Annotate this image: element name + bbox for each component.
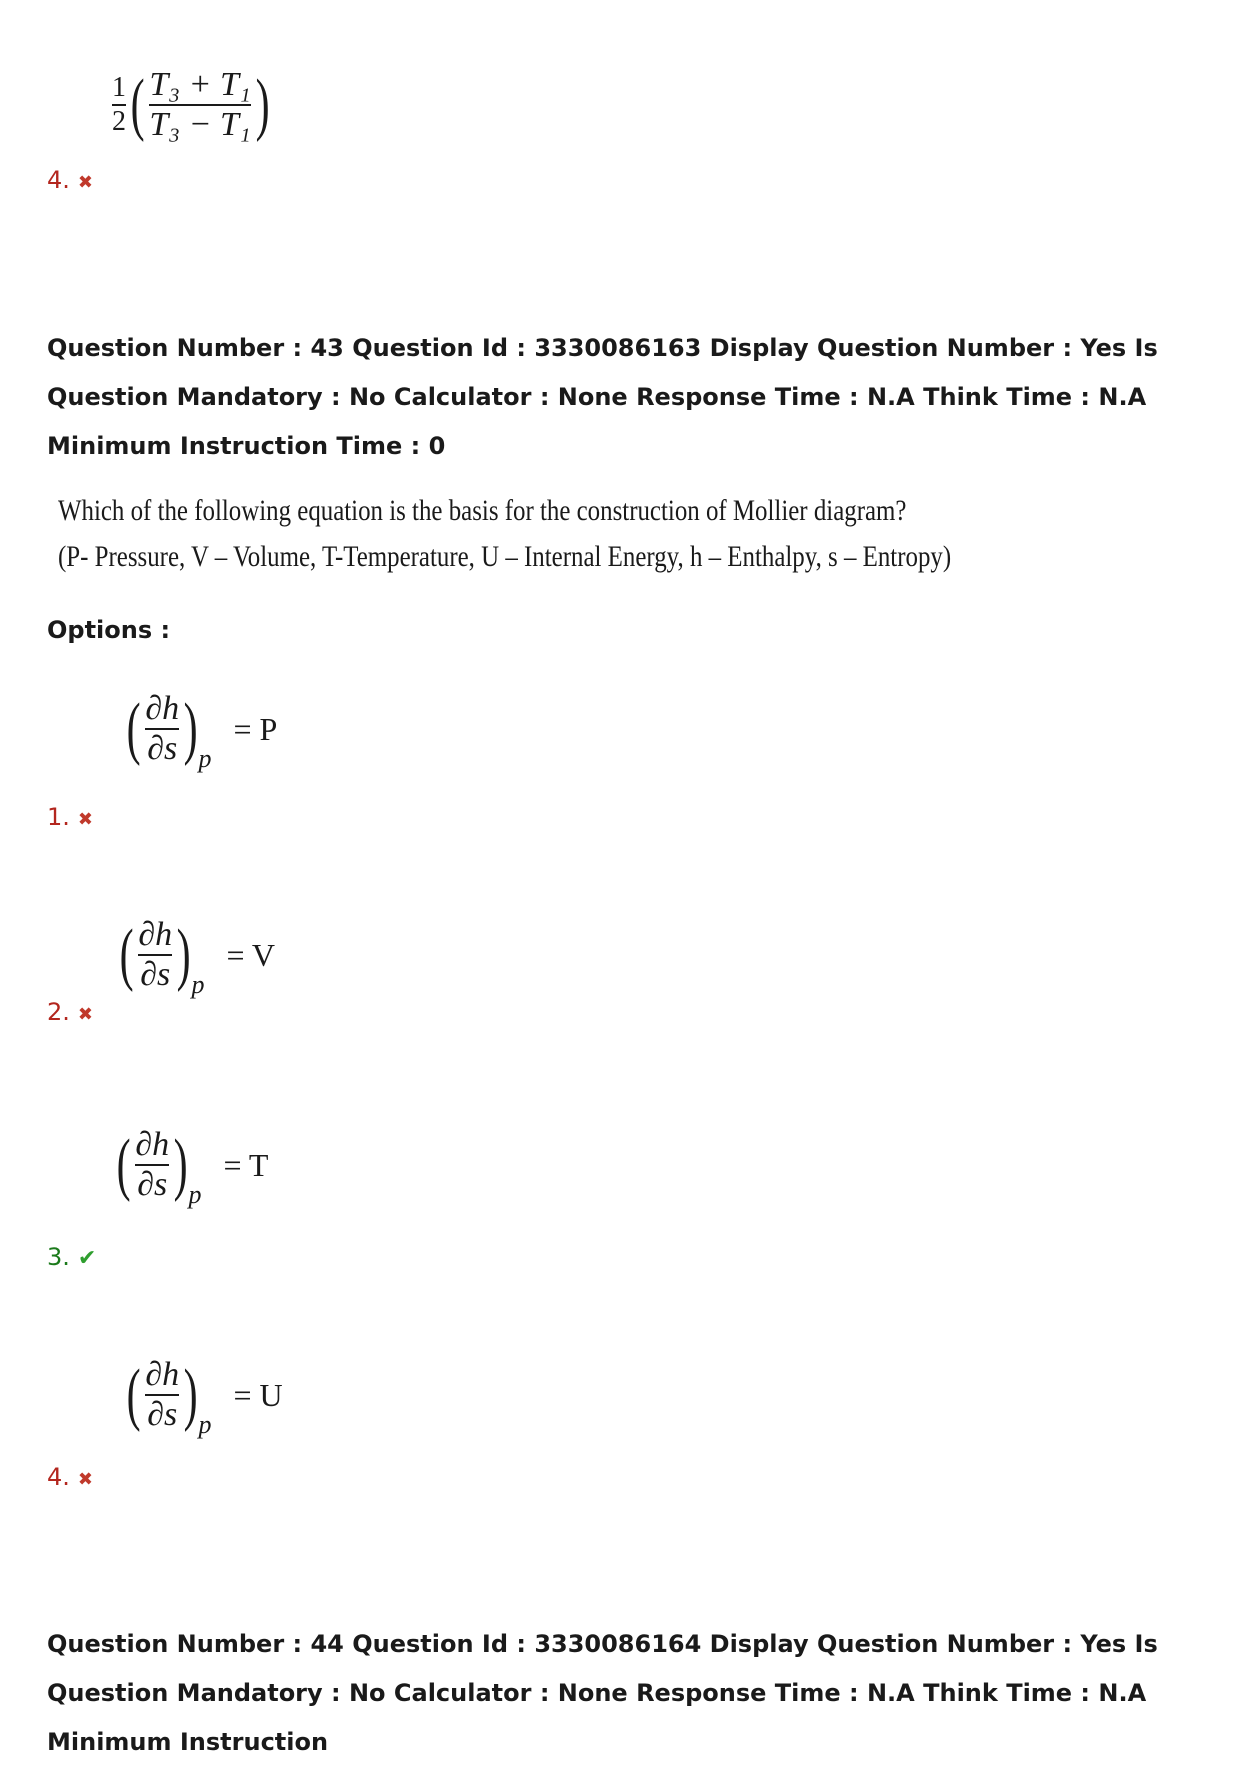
question-43-text-line2: (P- Pressure, V – Volume, T-Temperature, U – Internal Energy, h – Enthalpy, s – Entropy) (58, 540, 952, 573)
question-44-meta: Question Number : 44 Question Id : 3330086164 Display Question Number : Yes Is Question Mandatory : No Calculator : None Response Time : N.A Think Time : N.A Minimum Instruction (47, 1630, 1158, 1756)
main-fraction: $\frac{\text{T₃ + T₁}}{\text{T₃ − T₁}}$ (149, 66, 251, 143)
cross-icon: ✖ (77, 809, 93, 830)
check-icon: ✔ (77, 1246, 97, 1271)
option-4-formula: ( $\frac{\partial h}{\partial s}$ ) p = U (126, 1356, 283, 1439)
option-1-formula: ( $\frac{\partial h}{\partial s}$ ) p = P (126, 690, 278, 773)
options-heading: Options : (47, 616, 171, 644)
prev-option-4-formula: $\frac{1}{2}$ ( $\frac{\text{T₃ + T₁}}{\text{T₃ − T₁}}$ ) (112, 66, 270, 143)
cross-icon: ✖ (77, 1469, 93, 1490)
option-2-label: 2. ✖ (47, 998, 93, 1026)
question-43-text-line1: Which of the following equation is the basis for the construction of Mollier diagram? (58, 494, 907, 527)
cross-icon: ✖ (77, 1004, 93, 1025)
option-1-label: 1. ✖ (47, 803, 93, 831)
coefficient-fraction: $\frac{1}{2}$ (112, 72, 126, 137)
option-2-formula: ( $\frac{\partial h}{\partial s}$ ) p = V (119, 916, 276, 999)
option-4-label: 4. ✖ (47, 1463, 93, 1491)
option-3-formula: ( $\frac{\partial h}{\partial s}$ ) p = T (116, 1126, 269, 1209)
cross-icon: ✖ (77, 172, 93, 193)
question-43-meta: Question Number : 43 Question Id : 3330086163 Display Question Number : Yes Is Question Mandatory : No Calculator : None Response Time : N.A Think Time : N.A Minimum Instruction Time : 0 (47, 334, 1158, 460)
prev-option-4-label: 4. ✖ (47, 166, 93, 194)
option-3-label: 3. ✔ (47, 1243, 97, 1271)
